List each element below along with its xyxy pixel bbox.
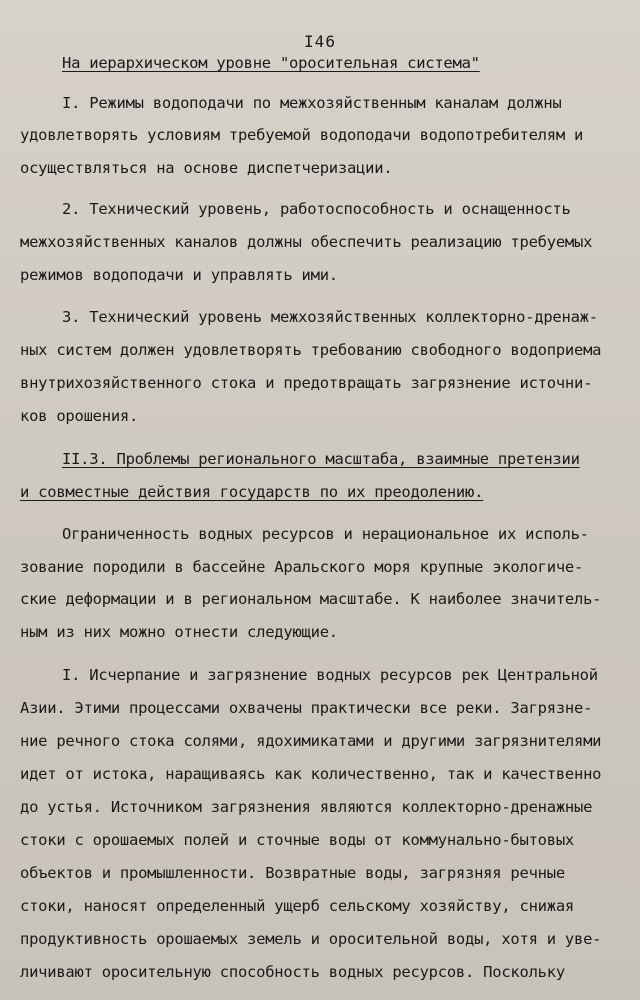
heading-irrigation-system: На иерархическом уровне "оросительная система" <box>62 54 480 72</box>
text-line: Ограниченность водных ресурсов и нерациональное их исполь- <box>62 525 589 543</box>
text-line: Азии. Этими процессами охвачены практически все реки. Загрязне- <box>20 699 593 717</box>
text-line: осуществляться на основе диспетчеризации. <box>20 159 393 177</box>
text-line: стоки с орошаемых полей и сточные воды от коммунально-бытовых <box>20 831 574 849</box>
text-line: 3. Технический уровень межхозяйственных коллекторно-дренаж- <box>62 308 598 326</box>
section-heading: и совместные действия государств по их преодолению. <box>20 483 484 501</box>
text-line: ным из них можно отнести следующие. <box>20 623 338 641</box>
text-line: продуктивность орошаемых земель и оросительной воды, хотя и уве- <box>20 930 602 948</box>
text-line: ские деформации и в региональном масштабе. К наиболее значитель- <box>20 590 602 608</box>
text-line: объектов и промышленности. Возвратные воды, загрязняя речные <box>20 864 565 882</box>
text-line: I. Исчерпание и загрязнение водных ресурсов рек Центральной <box>62 666 598 684</box>
text-line: до устья. Источником загрязнения являются коллекторно-дренажные <box>20 798 593 816</box>
text-line: межхозяйственных каналов должны обеспечить реализацию требуемых <box>20 233 593 251</box>
text-line: режимов водоподачи и управлять ими. <box>20 266 338 284</box>
text-line: удовлетворять условиям требуемой водоподачи водопотребителям и <box>20 126 584 144</box>
text-line: ние речного стока солями, ядохимикатами и другими загрязнителями <box>20 732 602 750</box>
text-line: внутрихозяйственного стока и предотвращать загрязнение источни- <box>20 374 593 392</box>
text-line: 2. Технический уровень, работоспособность и оснащенность <box>62 200 571 218</box>
text-line: идет от истока, наращиваясь как количественно, так и качественно <box>20 765 602 783</box>
text-line: личивают оросительную способность водных ресурсов. Поскольку <box>20 963 565 981</box>
section-heading: II.3. Проблемы регионального масштаба, взаимные претензии <box>62 450 580 468</box>
text-line: ных систем должен удовлетворять требованию свободного водоприема <box>20 341 602 359</box>
page-number: I46 <box>304 32 336 51</box>
text-line: зование породили в бассейне Аральского моря крупные экологиче- <box>20 558 584 576</box>
text-line: I. Режимы водоподачи по межхозяйственным каналам должны <box>62 94 562 112</box>
text-line: стоки, наносят определенный ущерб сельскому хозяйству, снижая <box>20 897 574 915</box>
text-line: ков орошения. <box>20 407 139 425</box>
